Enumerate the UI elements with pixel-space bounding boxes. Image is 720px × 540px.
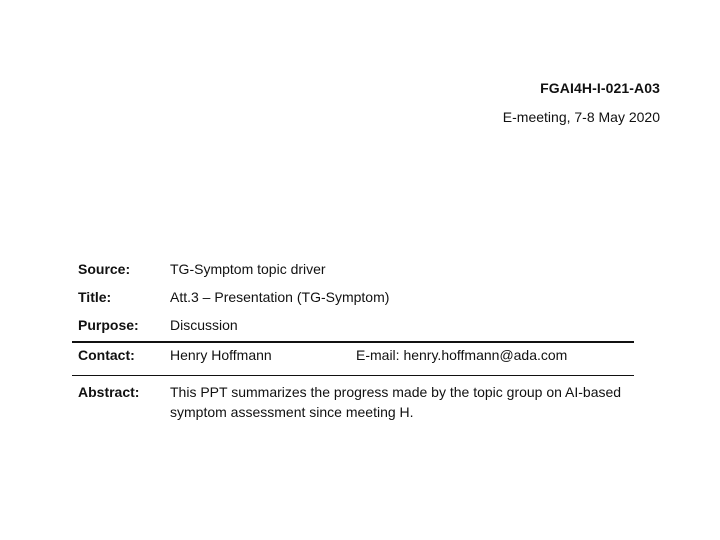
contact-label: Contact: — [72, 342, 170, 376]
source-label: Source: — [78, 261, 131, 277]
contact-value — [170, 342, 634, 376]
meeting-info: E-meeting, 7-8 May 2020 — [502, 109, 660, 125]
source-row — [72, 255, 634, 289]
purpose-row — [72, 317, 634, 342]
source-value: TG-Symptom topic driver — [170, 261, 326, 277]
title-value: Att.3 – Presentation (TG-Symptom) — [170, 289, 390, 305]
abstract-row — [72, 376, 634, 423]
abstract-label: Abstract: — [72, 376, 170, 423]
title-label: Title: — [78, 289, 112, 305]
purpose-value: Discussion — [170, 317, 238, 333]
document-info-table — [72, 255, 634, 422]
title-row — [72, 289, 634, 317]
contact-name: Henry Hoffmann — [170, 347, 272, 363]
document-id: FGAI4H-I-021-A03 — [540, 80, 660, 96]
purpose-label: Purpose: — [78, 317, 139, 333]
contact-row — [72, 342, 634, 376]
contact-email: E-mail: henry.hoffmann@ada.com — [356, 347, 568, 363]
abstract-value: This PPT summarizes the progress made by the topic group on AI-based symptom assessment since meeting H. — [170, 376, 634, 423]
